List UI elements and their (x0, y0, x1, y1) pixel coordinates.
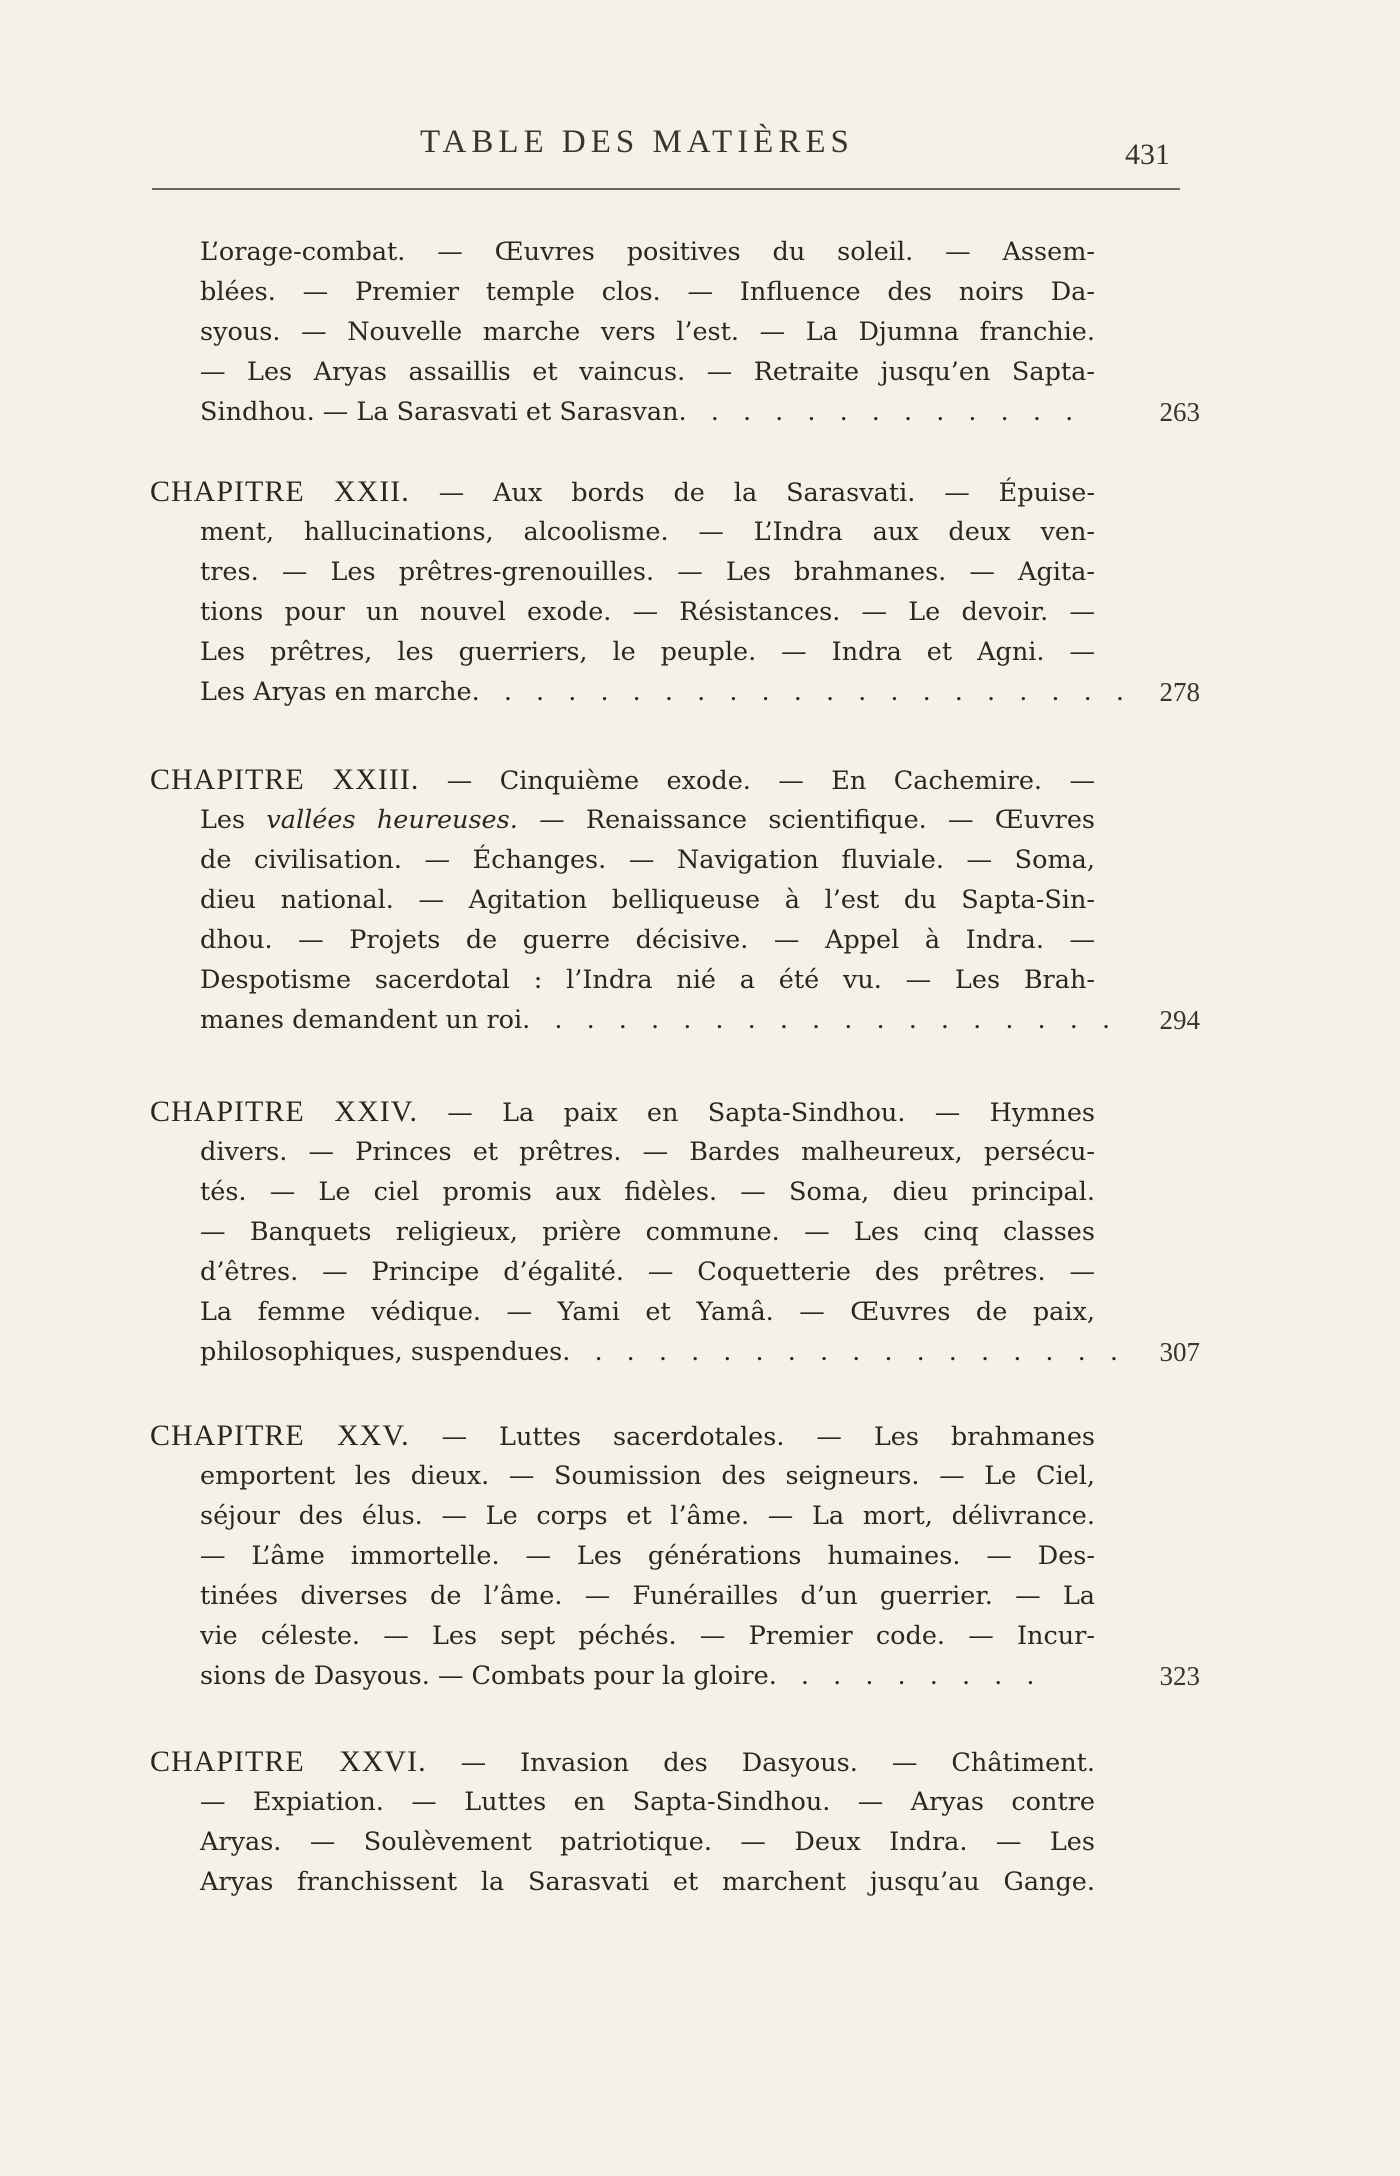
entry-line: blées. — Premier temple clos. — Influence des noirs Da- (200, 277, 1095, 307)
entry-text: — Renaissance scientifique. — Œuvres (517, 805, 1095, 835)
entry-line: tinées diverses de l’âme. — Funérailles d’un guerrier. — La (200, 1581, 1095, 1611)
entry-last-text: philosophiques, suspendues (200, 1337, 563, 1367)
entry-first-line (150, 472, 1095, 512)
dot-leader: . . . . . . . . . . . . . (678, 397, 1082, 427)
toc-entry-continuation (200, 232, 1200, 432)
entry-line: syous. — Nouvelle marche vers l’est. — La Djumna franchie. (200, 317, 1095, 347)
entry-first-line (150, 760, 1095, 800)
entry-text: — La paix en Sapta-Sindhou. — Hymnes (418, 1098, 1095, 1128)
page-number: 431 (1125, 138, 1170, 171)
toc-entry-chapter-26 (150, 1742, 1095, 1902)
chapter-heading: CHAPITRE XXII. (150, 475, 410, 508)
entry-text: — Invasion des Dasyous. — Châtiment. (426, 1748, 1095, 1778)
entry-line: — L’âme immortelle. — Les générations humaines. — Des- (200, 1541, 1095, 1571)
entry-last-line (200, 1656, 1200, 1696)
page-reference: 278 (1159, 677, 1200, 707)
chapter-heading: CHAPITRE XXIV. (150, 1095, 418, 1128)
entry-last-text: manes demandent un roi (200, 1005, 523, 1035)
entry-line: La femme védique. — Yami et Yamâ. — Œuvres de paix, (200, 1297, 1095, 1327)
entry-last-text: Sindhou. — La Sarasvati et Sarasvan (200, 397, 679, 427)
chapter-heading: CHAPITRE XXV. (150, 1419, 410, 1452)
entry-line: dhou. — Projets de guerre décisive. — Appel à Indra. — (200, 925, 1095, 955)
entry-line: — Banquets religieux, prière commune. — Les cinq classes (200, 1217, 1095, 1247)
entry-line: Aryas. — Soulèvement patriotique. — Deux Indra. — Les (200, 1827, 1095, 1857)
entry-line: dieu national. — Agitation belliqueuse à l’est du Sapta-Sin- (200, 885, 1095, 915)
dot-leader: . . . . . . . . . . . . . . . . . . (562, 1337, 1126, 1367)
chapter-heading: CHAPITRE XXIII. (150, 763, 420, 796)
entry-last-line (200, 672, 1200, 712)
toc-entry-chapter-22 (150, 472, 1200, 712)
toc-entry-chapter-24 (150, 1092, 1200, 1372)
entry-line: Aryas franchissent la Sarasvati et marchent jusqu’au Gange. (200, 1867, 1095, 1897)
entry-line: Despotisme sacerdotal : l’Indra nié a été vu. — Les Brah- (200, 965, 1095, 995)
entry-line: — Les Aryas assaillis et vaincus. — Retraite jusqu’en Sapta- (200, 357, 1095, 387)
entry-line: ment, hallucinations, alcoolisme. — L’Indra aux deux ven- (200, 517, 1095, 547)
entry-line: tions pour un nouvel exode. — Résistances. — Le devoir. — (200, 597, 1095, 627)
entry-last-text: sions de Dasyous. — Combats pour la gloire (200, 1661, 769, 1691)
entry-text: — Aux bords de la Sarasvati. — Épuise- (409, 478, 1095, 508)
entry-line: d’êtres. — Principe d’égalité. — Coquetterie des prêtres. — (200, 1257, 1095, 1287)
chapter-heading: CHAPITRE XXVI. (150, 1745, 427, 1778)
entry-last-line (200, 1000, 1200, 1040)
entry-line: tres. — Les prêtres-grenouilles. — Les brahmanes. — Agita- (200, 557, 1095, 587)
toc-entry-chapter-25 (150, 1416, 1200, 1696)
entry-line: — Expiation. — Luttes en Sapta-Sindhou. — Aryas contre (200, 1787, 1095, 1817)
entry-line: de civilisation. — Échanges. — Navigation fluviale. — Soma, (200, 845, 1095, 875)
entry-text: Les (200, 805, 267, 835)
entry-first-line (150, 1742, 1095, 1782)
entry-line: emportent les dieux. — Soumission des seigneurs. — Le Ciel, (200, 1461, 1095, 1491)
entry-line: tés. — Le ciel promis aux fidèles. — Soma, dieu principal. (200, 1177, 1095, 1207)
page-reference: 307 (1159, 1337, 1200, 1367)
entry-last-text: Les Aryas en marche (200, 677, 472, 707)
entry-line: Les prêtres, les guerriers, le peuple. — Indra et Agni. — (200, 637, 1095, 667)
entry-line: vie céleste. — Les sept péchés. — Premier code. — Incur- (200, 1621, 1095, 1651)
dot-leader: . . . . . . . . . . . . . . . . . . . . . (471, 677, 1132, 707)
header-rule (152, 188, 1180, 190)
entry-italic-text: vallées heureuses. (266, 805, 518, 835)
toc-entry-chapter-23 (150, 760, 1200, 1040)
entry-last-line (200, 392, 1200, 432)
entry-text: — Cinquième exode. — En Cachemire. — (419, 766, 1095, 796)
dot-leader: . . . . . . . . . (768, 1661, 1043, 1691)
entry-line: séjour des élus. — Le corps et l’âme. — La mort, délivrance. (200, 1501, 1095, 1531)
entry-line (200, 800, 1095, 840)
page-reference: 323 (1159, 1661, 1200, 1691)
page-reference: 263 (1159, 397, 1200, 427)
entry-text: — Luttes sacerdotales. — Les brahmanes (409, 1422, 1096, 1452)
entry-line: divers. — Princes et prêtres. — Bardes malheureux, persécu- (200, 1137, 1095, 1167)
running-header-title: TABLE DES MATIÈRES (420, 124, 854, 160)
dot-leader: . . . . . . . . . . . . . . . . . . . (522, 1005, 1119, 1035)
entry-last-line (200, 1332, 1200, 1372)
entry-first-line (150, 1416, 1095, 1456)
entry-first-line (150, 1092, 1095, 1132)
entry-line: L’orage-combat. — Œuvres positives du soleil. — Assem- (200, 237, 1095, 267)
page-reference: 294 (1159, 1005, 1200, 1035)
